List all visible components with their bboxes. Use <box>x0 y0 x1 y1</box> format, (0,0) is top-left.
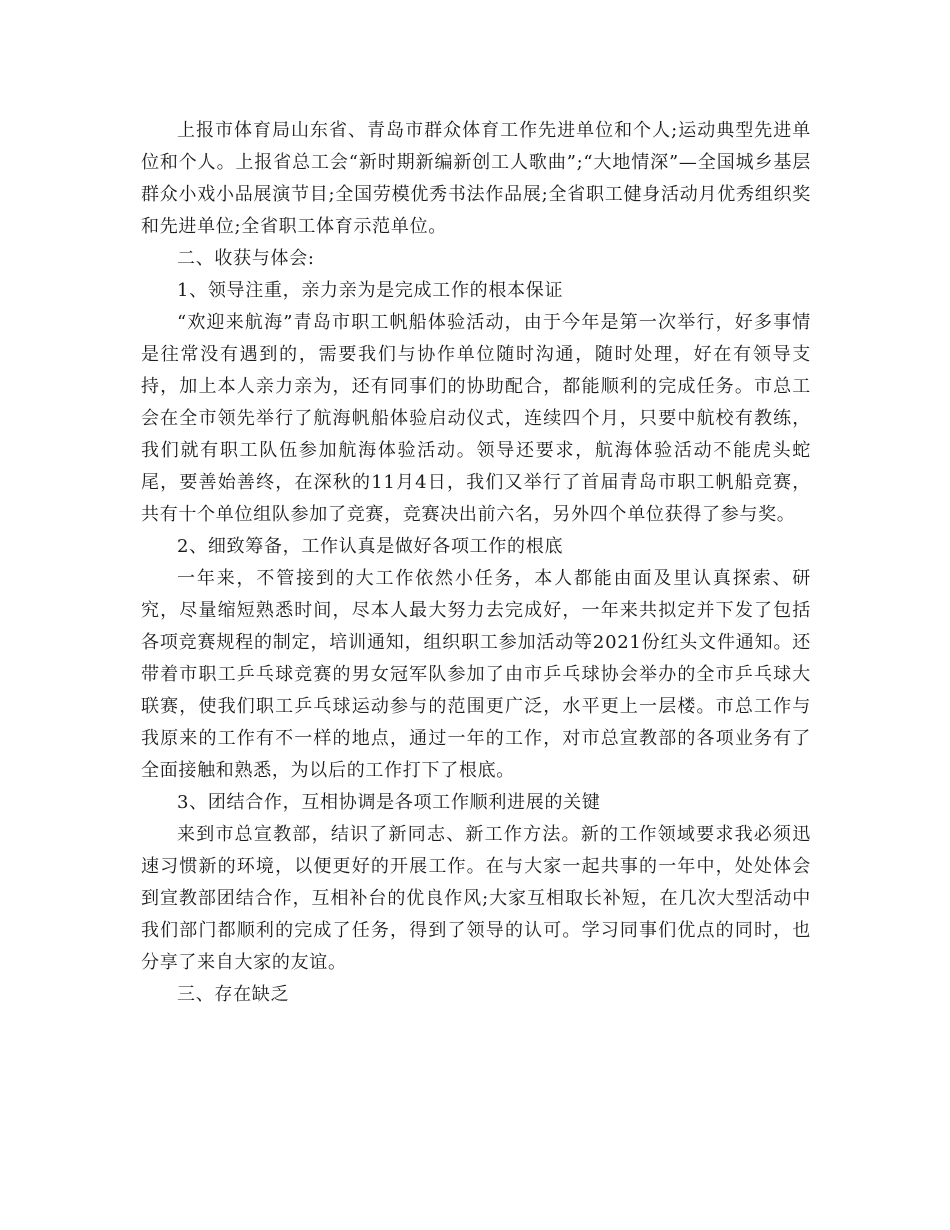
paragraph-yearly-work: 一年来，不管接到的大工作依然小任务，本人都能由面及里认真探索、研究，尽量缩短熟悉时间，尽本人最大努力去完成好，一年来共拟定并下发了包括各项竞赛规程的制定，培训通知，组织职工参加活动等2021份红头文件通知。还带着市职工乒乓球竞赛的男女冠军队参加了由市乒乓球协会举办的全市乒乓球大联赛，使我们职工乒乓球运动参与的范围更广泛，水平更上一层楼。市总工作与我原来的工作有不一样的地点，通过一年的工作，对市总宣教部的各项业务有了全面接触和熟悉，为以后的工作打下了根底。 <box>141 568 811 781</box>
paragraph-team-cooperation: 来到市总宣教部，结识了新同志、新工作方法。新的工作领域要求我必须迅速习惯新的环境，以便更好的开展工作。在与大家一起共事的一年中，处处体会到宣教部团结合作，互相补台的优良作风;大家互相取长补短，在几次大型活动中我们部门都顺利的完成了任务，得到了领导的认可。学习同事们优点的同时，也分享了来自大家的友谊。 <box>141 824 811 973</box>
section-heading-shortcomings: 三、存在缺乏 <box>177 984 290 1005</box>
subheading-leadership: 1、领导注重，亲力亲为是完成工作的根本保证 <box>177 280 564 301</box>
paragraph-sailing-activity: “欢迎来航海”青岛市职工帆船体验活动，由于今年是第一次举行，好多事情是往常没有遇到的，需要我们与协作单位随时沟通，随时处理，好在有领导支持，加上本人亲力亲为，还有同事们的协助配合，都能顺利的完成任务。市总工会在全市领先举行了航海帆船体验启动仪式，连续四个月，只要中航校有教练，我们就有职工队伍参加航海体验活动。领导还要求，航海体验活动不能虎头蛇尾，要善始善终，在深秋的11月4日，我们又举行了首届青岛市职工帆船竞赛，共有十个单位组队参加了竞赛，竞赛决出前六名，另外四个单位获得了参与奖。 <box>141 312 811 525</box>
document-body <box>141 115 811 1011</box>
paragraph-reported-units: 上报市体育局山东省、青岛市群众体育工作先进单位和个人;运动典型先进单位和个人。上报省总工会“新时期新编新创工人歌曲”;“大地情深”—全国城乡基层群众小戏小品展演节目;全国劳模优秀书法作品展;全省职工健身活动月优秀组织奖和先进单位;全省职工体育示范单位。 <box>141 120 811 237</box>
section-heading-gains: 二、收获与体会: <box>177 248 315 269</box>
subheading-teamwork: 3、团结合作，互相协调是各项工作顺利进展的关键 <box>177 792 601 813</box>
subheading-preparation: 2、细致筹备，工作认真是做好各项工作的根底 <box>177 536 564 557</box>
